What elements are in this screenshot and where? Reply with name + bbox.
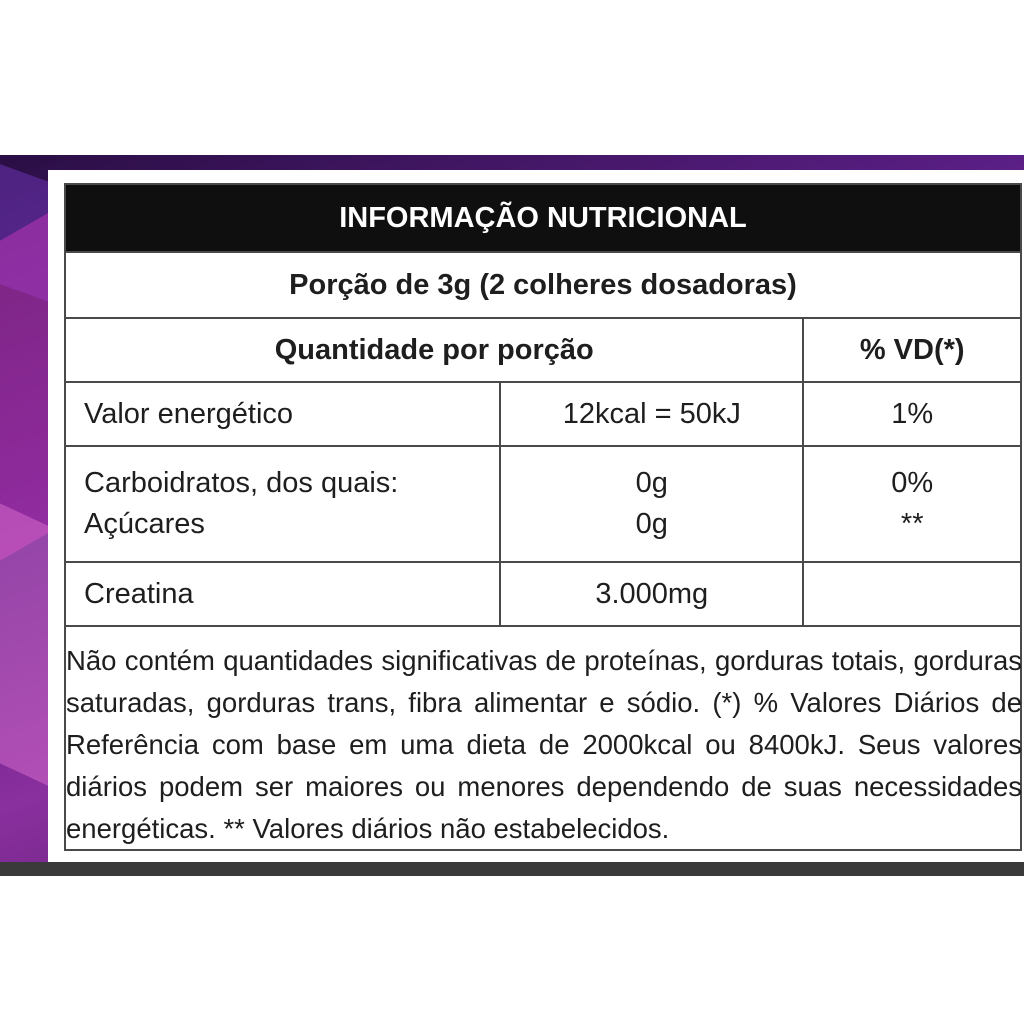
bottom-edge-bar (0, 862, 1024, 876)
nutrient-dv: 0% (891, 467, 934, 499)
nutrient-amount-cell (500, 446, 803, 562)
nutrient-dv (803, 562, 1021, 626)
nutrient-name-cell (65, 446, 500, 562)
table-row (65, 382, 1021, 446)
nutrient-amount: 12kcal = 50kJ (500, 382, 803, 446)
nutrient-dv: 1% (803, 382, 1021, 446)
nutrient-amount: 3.000mg (500, 562, 803, 626)
label-title: INFORMAÇÃO NUTRICIONAL (65, 184, 1021, 252)
column-header-row (65, 318, 1021, 382)
table-row (65, 562, 1021, 626)
dv-header: % VD(*) (803, 318, 1021, 382)
nutrient-dv-cell (803, 446, 1021, 562)
sub-nutrient-name: Açúcares (84, 508, 205, 540)
sub-nutrient-amount: 0g (635, 508, 668, 540)
nutrient-name: Carboidratos, dos quais: (84, 467, 399, 499)
title-row (65, 184, 1021, 252)
nutrient-amount: 0g (635, 467, 668, 499)
quantity-header: Quantidade por porção (65, 318, 803, 382)
nutrient-name: Creatina (65, 562, 500, 626)
serving-row (65, 252, 1021, 318)
table-row (65, 446, 1021, 562)
nutrition-facts-table (64, 183, 1022, 627)
nutrient-name: Valor energético (65, 382, 500, 446)
sub-nutrient-dv: ** (900, 508, 924, 540)
label-footnote: Não contém quantidades significativas de proteínas, gorduras totais, gorduras saturadas, gorduras trans, fibra alimentar e sódio. (*) % Valores Diários de Referência com base em uma dieta de 2000kcal ou 8400kJ. Seus valores diários podem ser maiores ou menores dependendo de suas necessidades energéticas. ** Valores diários não estabelecidos. (66, 645, 1022, 844)
serving-size: Porção de 3g (2 colheres dosadoras) (65, 252, 1021, 318)
